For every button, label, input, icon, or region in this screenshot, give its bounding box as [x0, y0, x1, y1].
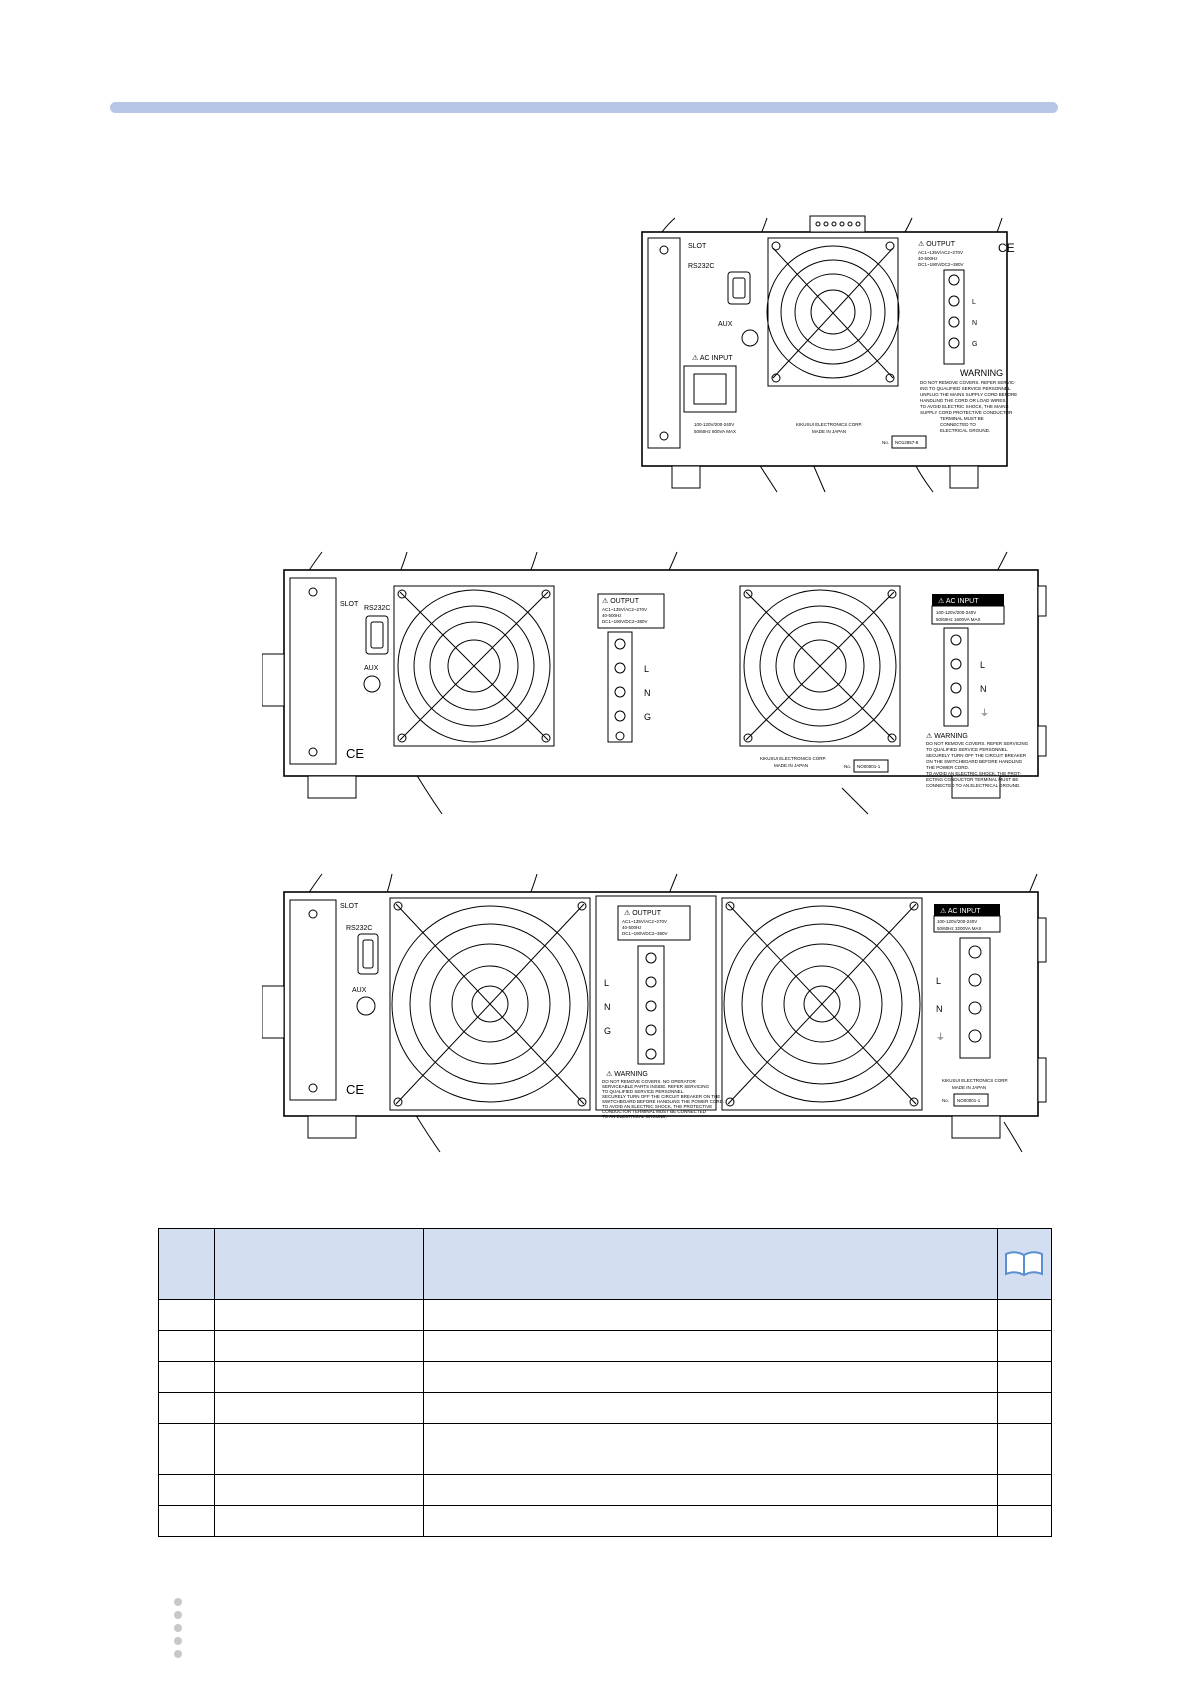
svg-text:TO AN ELECTRICAL GROUND.: TO AN ELECTRICAL GROUND. — [602, 1114, 667, 1119]
svg-text:TO QUALIFIED SERVICE PERSONNEL: TO QUALIFIED SERVICE PERSONNEL. — [926, 747, 1009, 752]
svg-text:⏚: ⏚ — [980, 708, 990, 718]
col-header-no — [159, 1229, 215, 1300]
svg-text:G: G — [972, 341, 978, 348]
svg-text:TO AVOID ELECTRIC SHOCK, THE M: TO AVOID ELECTRIC SHOCK, THE MAINS — [920, 404, 1009, 409]
svg-text:TERMINAL MUST BE: TERMINAL MUST BE — [940, 416, 984, 421]
table-row — [159, 1331, 1052, 1362]
svg-text:THE POWER CORD.: THE POWER CORD. — [926, 765, 970, 770]
svg-text:50/60Hz 1600VA MAX: 50/60Hz 1600VA MAX — [936, 617, 981, 622]
svg-text:100-120V/200-240V: 100-120V/200-240V — [936, 610, 977, 615]
warning-label: ⚠ WARNING — [606, 1071, 648, 1078]
svg-text:SWITCHBOARD BEFORE HANDLING TH: SWITCHBOARD BEFORE HANDLING THE POWER CORD. — [602, 1099, 725, 1104]
svg-text:ING TO QUALIFIED SERVICE PERSO: ING TO QUALIFIED SERVICE PERSONNEL. — [920, 386, 1012, 391]
svg-text:KIKUSUI ELECTRONICS CORP.: KIKUSUI ELECTRONICS CORP. — [796, 422, 863, 427]
svg-text:G: G — [644, 712, 652, 722]
svg-text:No.: No. — [882, 440, 890, 445]
svg-text:⏚: ⏚ — [936, 1032, 946, 1042]
ce-mark-icon: CE — [346, 1082, 365, 1097]
output-label: ⚠ OUTPUT — [624, 910, 661, 917]
table-row — [159, 1393, 1052, 1424]
svg-text:L: L — [972, 299, 976, 306]
header-rule — [110, 102, 1058, 113]
svg-text:HANDLING THE CORD OR LOAD WIRE: HANDLING THE CORD OR LOAD WIRES. — [920, 398, 1007, 403]
svg-text:SUPPLY CORD PROTECTIVE CONDUCT: SUPPLY CORD PROTECTIVE CONDUCTOR — [920, 410, 1013, 415]
svg-text:AC1~135V/AC2~270V: AC1~135V/AC2~270V — [602, 607, 648, 612]
table-row — [159, 1506, 1052, 1537]
table-row — [159, 1424, 1052, 1475]
svg-text:100-120V/200-240V: 100-120V/200-240V — [937, 919, 978, 924]
svg-text:No.: No. — [844, 764, 852, 769]
svg-text:RS232C: RS232C — [346, 925, 373, 932]
svg-text:DO NOT REMOVE COVERS. REFER SE: DO NOT REMOVE COVERS. REFER SERVICING — [926, 741, 1029, 746]
svg-text:KIKUSUI ELECTRONICS CORP.: KIKUSUI ELECTRONICS CORP. — [942, 1078, 1009, 1083]
svg-text:50/60Hz 3200VA MAX: 50/60Hz 3200VA MAX — [937, 926, 982, 931]
svg-text:40-500Hz: 40-500Hz — [622, 925, 642, 930]
serial-plate: NO00001-1 — [857, 764, 881, 769]
svg-text:AUX: AUX — [352, 987, 367, 994]
svg-text:G: G — [604, 1026, 612, 1036]
svg-text:TO QUALIFIED SERVICE PERSONNEL: TO QUALIFIED SERVICE PERSONNEL. — [602, 1089, 685, 1094]
slot-label: SLOT — [688, 243, 707, 250]
rear-panel-small — [620, 210, 1040, 500]
warning-label: WARNING — [960, 368, 1004, 378]
svg-text:DC1~190V/DC2~380V: DC1~190V/DC2~380V — [602, 619, 648, 624]
table-row — [159, 1300, 1052, 1331]
svg-text:100-120V/200-240V: 100-120V/200-240V — [694, 422, 735, 427]
svg-text:CONDUCTOR TERMINAL MUST BE CON: CONDUCTOR TERMINAL MUST BE CONNECTED — [602, 1109, 706, 1114]
table-header-row — [159, 1229, 1052, 1300]
parts-table — [158, 1228, 1052, 1537]
svg-text:ELECTRICAL GROUND.: ELECTRICAL GROUND. — [940, 428, 991, 433]
svg-text:RS232C: RS232C — [364, 605, 391, 612]
svg-text:N: N — [604, 1002, 611, 1012]
svg-text:DC1~190V/DC2~380V: DC1~190V/DC2~380V — [918, 262, 964, 267]
rear-panel-medium — [262, 546, 1052, 822]
svg-text:N: N — [936, 1004, 943, 1014]
svg-text:MADE IN JAPAN: MADE IN JAPAN — [952, 1085, 987, 1090]
ac-input-label: ⚠ AC INPUT — [938, 598, 979, 605]
svg-text:TO AVOID AN ELECTRIC SHOCK, TH: TO AVOID AN ELECTRIC SHOCK, THE PROT- — [926, 771, 1022, 776]
warning-label: ⚠ WARNING — [926, 733, 968, 740]
book-icon — [1004, 1250, 1044, 1278]
page-marker-dots — [174, 1598, 182, 1663]
ce-mark-icon: CE — [346, 746, 365, 761]
ac-input-label: ⚠ AC INPUT — [940, 908, 981, 915]
svg-text:AC1~135V/AC2~270V: AC1~135V/AC2~270V — [918, 250, 964, 255]
svg-text:AUX: AUX — [364, 665, 379, 672]
aux-label: AUX — [718, 321, 733, 328]
svg-text:L: L — [980, 660, 986, 670]
svg-text:L: L — [644, 664, 650, 674]
output-label: ⚠ OUTPUT — [918, 241, 955, 248]
table-row — [159, 1475, 1052, 1506]
svg-text:DC1~190V/DC2~380V: DC1~190V/DC2~380V — [622, 931, 668, 936]
svg-text:DO NOT REMOVE COVERS. NO OPERA: DO NOT REMOVE COVERS. NO OPERATOR — [602, 1079, 696, 1084]
ac-input-label: ⚠ AC INPUT — [692, 355, 733, 362]
col-header-name — [214, 1229, 423, 1300]
svg-text:ON THE SWITCHBOARD BEFORE HAND: ON THE SWITCHBOARD BEFORE HANDLING — [926, 759, 1023, 764]
col-header-function — [423, 1229, 997, 1300]
svg-text:DO NOT REMOVE COVERS. REFER SE: DO NOT REMOVE COVERS. REFER SERVIC- — [920, 380, 1016, 385]
svg-text:No.: No. — [942, 1098, 950, 1103]
svg-text:TO AVOID AN ELECTRIC SHOCK, TH: TO AVOID AN ELECTRIC SHOCK, THE PROTECTIVE — [602, 1104, 713, 1109]
ce-mark-icon: CE — [998, 241, 1015, 255]
serial-plate: NO00001-1 — [957, 1098, 981, 1103]
svg-text:CONNECTED TO: CONNECTED TO — [940, 422, 976, 427]
svg-text:40-500Hz: 40-500Hz — [602, 613, 622, 618]
svg-text:N: N — [972, 320, 978, 327]
svg-text:SECURELY TURN OFF THE CIRCUIT: SECURELY TURN OFF THE CIRCUIT BREAKER ON THE — [602, 1094, 721, 1099]
serial-plate: NO12857-8 — [895, 440, 919, 445]
svg-text:SERVICEABLE PARTS INSIDE. REFE: SERVICEABLE PARTS INSIDE. REFER SERVICING — [602, 1084, 709, 1089]
svg-text:N: N — [644, 688, 651, 698]
svg-text:L: L — [604, 978, 610, 988]
svg-text:50/60Hz 800VA MAX: 50/60Hz 800VA MAX — [694, 429, 736, 434]
svg-text:SECURELY TURN OFF THE CIRCUIT: SECURELY TURN OFF THE CIRCUIT BREAKER — [926, 753, 1027, 758]
svg-text:AC1~135V/AC2~270V: AC1~135V/AC2~270V — [622, 919, 668, 924]
col-header-reference — [997, 1229, 1051, 1300]
svg-text:40-500Hz: 40-500Hz — [918, 256, 938, 261]
svg-text:ECTING CONDUCTOR TERMINAL MUST: ECTING CONDUCTOR TERMINAL MUST BE — [926, 777, 1019, 782]
svg-text:CONNECTED TO AN ELECTRICAL GRO: CONNECTED TO AN ELECTRICAL GROUND. — [926, 783, 1021, 788]
svg-text:L: L — [936, 976, 942, 986]
table-row — [159, 1362, 1052, 1393]
rs232c-label: RS232C — [688, 263, 715, 270]
svg-text:SLOT: SLOT — [340, 601, 359, 608]
rear-panel-large — [262, 868, 1052, 1158]
output-label: ⚠ OUTPUT — [602, 598, 639, 605]
svg-text:MADE IN JAPAN: MADE IN JAPAN — [812, 429, 847, 434]
svg-text:KIKUSUI ELECTRONICS CORP.: KIKUSUI ELECTRONICS CORP. — [760, 756, 827, 761]
svg-text:SLOT: SLOT — [340, 903, 359, 910]
svg-text:MADE IN JAPAN: MADE IN JAPAN — [774, 763, 809, 768]
svg-text:UNPLUG THE MAINS SUPPLY CORD B: UNPLUG THE MAINS SUPPLY CORD BEFORE — [920, 392, 1018, 397]
svg-text:N: N — [980, 684, 987, 694]
